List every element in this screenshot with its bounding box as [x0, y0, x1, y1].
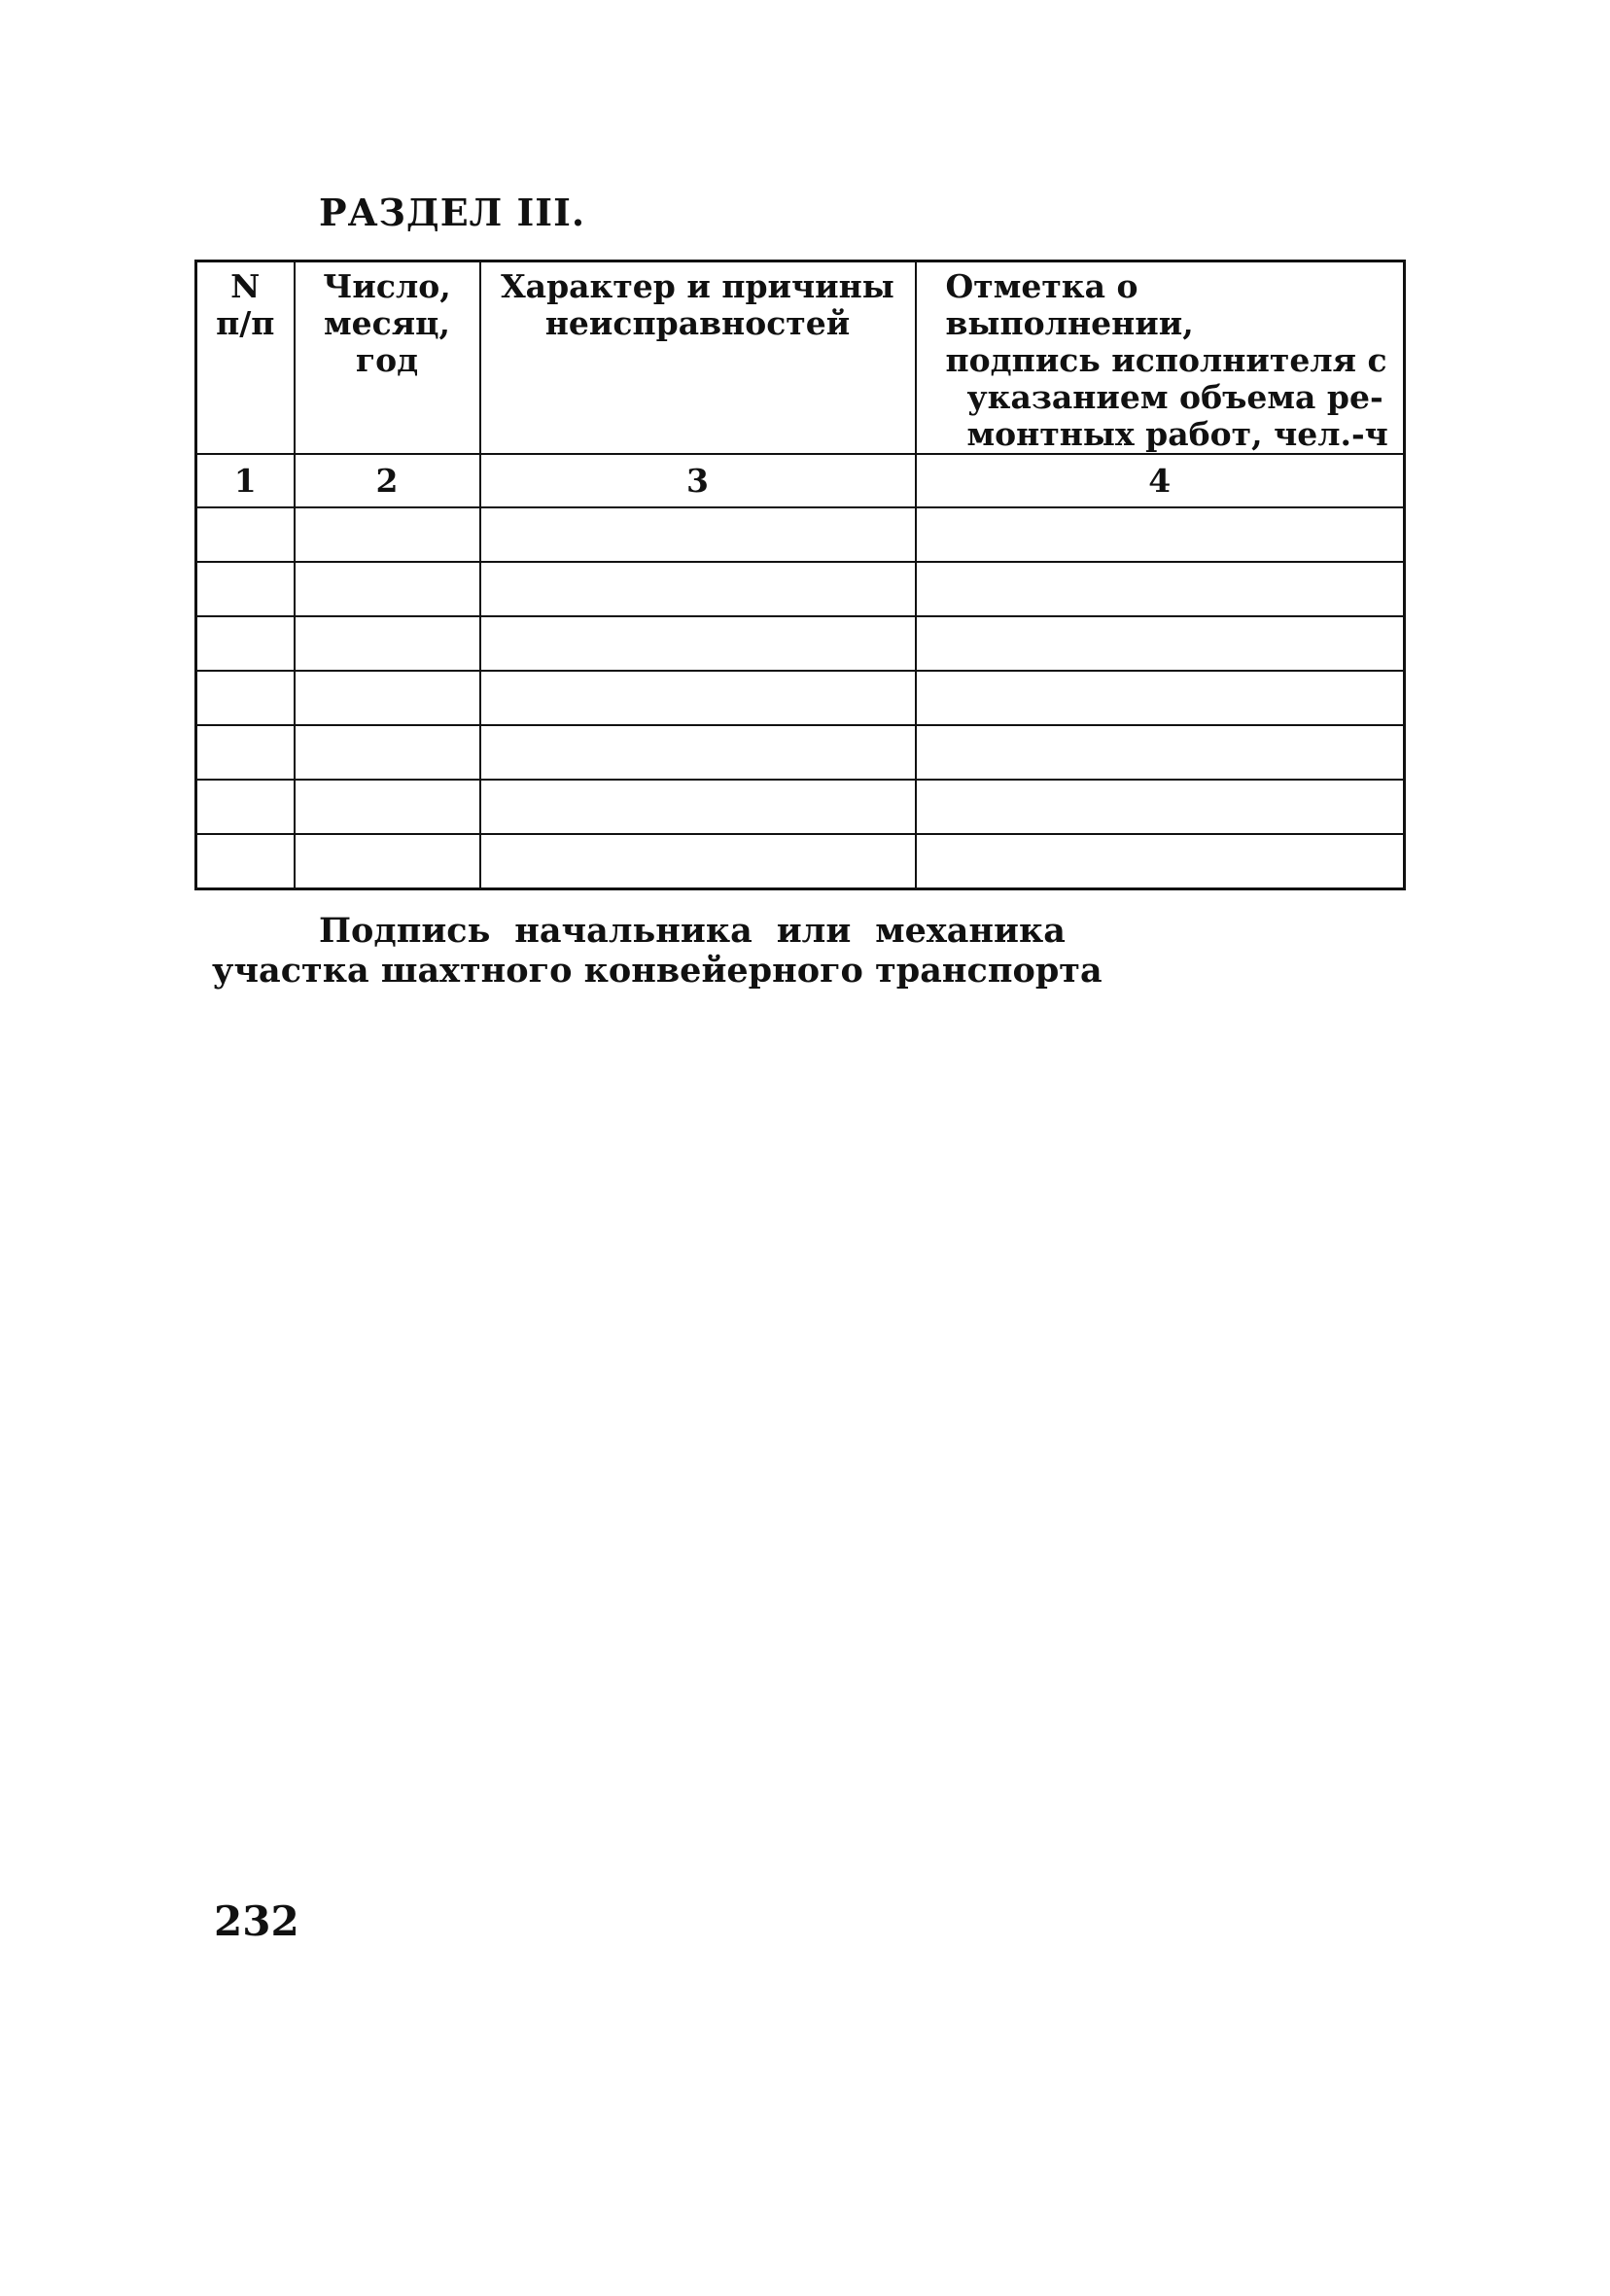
blank-cell[interactable]	[295, 725, 480, 780]
blank-cell[interactable]	[295, 562, 480, 616]
blank-cell[interactable]	[480, 562, 916, 616]
blank-cell[interactable]	[916, 780, 1405, 834]
table-row	[196, 725, 1405, 780]
signature-word: Подпись	[319, 911, 491, 951]
table-row	[196, 780, 1405, 834]
blank-cell[interactable]	[916, 725, 1405, 780]
header-cell-completion: Отметка о выполнении, подпись исполнителя с указанием объема ре- монтных работ, чел.-ч	[916, 261, 1405, 455]
blank-cell[interactable]	[916, 671, 1405, 725]
header-cell-fault: Характер и причины неисправностей	[480, 261, 916, 455]
table-row	[196, 671, 1405, 725]
blank-cell[interactable]	[480, 671, 916, 725]
table-row	[196, 562, 1405, 616]
blank-cell[interactable]	[916, 616, 1405, 671]
table-row	[196, 834, 1405, 889]
column-number: 4	[916, 454, 1405, 507]
blank-cell[interactable]	[480, 507, 916, 562]
blank-cell[interactable]	[916, 507, 1405, 562]
blank-cell[interactable]	[480, 780, 916, 834]
column-number: 1	[196, 454, 295, 507]
page-number: 232	[214, 1897, 299, 1945]
column-number-row	[196, 454, 1405, 507]
column-number: 2	[295, 454, 480, 507]
blank-cell[interactable]	[196, 725, 295, 780]
signature-word: начальника	[514, 911, 752, 951]
blank-cell[interactable]	[196, 780, 295, 834]
blank-cell[interactable]	[916, 562, 1405, 616]
column-number: 3	[480, 454, 916, 507]
blank-cell[interactable]	[295, 671, 480, 725]
blank-cell[interactable]	[295, 507, 480, 562]
signature-word: или	[776, 911, 852, 951]
blank-cell[interactable]	[196, 671, 295, 725]
blank-cell[interactable]	[196, 834, 295, 889]
blank-cell[interactable]	[480, 725, 916, 780]
blank-cell[interactable]	[196, 562, 295, 616]
header-cell-date: Число, месяц, год	[295, 261, 480, 455]
blank-cell[interactable]	[480, 834, 916, 889]
blank-cell[interactable]	[196, 616, 295, 671]
blank-cell[interactable]	[295, 834, 480, 889]
blank-cell[interactable]	[480, 616, 916, 671]
signature-line-1	[319, 911, 1066, 951]
table-row	[196, 507, 1405, 562]
blank-cell[interactable]	[295, 616, 480, 671]
blank-cell[interactable]	[196, 507, 295, 562]
table-row	[196, 616, 1405, 671]
header-cell-number: N п/п	[196, 261, 295, 455]
signature-word: механика	[875, 911, 1066, 951]
repair-log-table	[194, 260, 1406, 890]
blank-cell[interactable]	[916, 834, 1405, 889]
table-header-row	[196, 261, 1405, 455]
signature-line-2: участка шахтного конвейерного транспорта	[212, 951, 1102, 991]
blank-cell[interactable]	[295, 780, 480, 834]
section-title: РАЗДЕЛ III.	[319, 191, 586, 234]
